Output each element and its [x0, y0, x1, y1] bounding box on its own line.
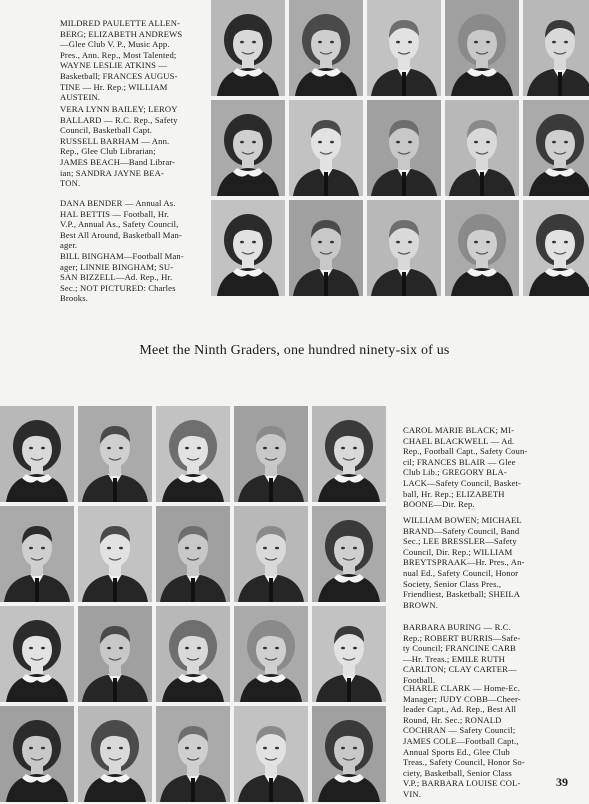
caption-line: TINE — Hr. Rep.; WILLIAM [60, 81, 168, 92]
student-portrait [523, 200, 589, 296]
student-portrait [78, 406, 152, 502]
caption-line: CHARLE CLARK — Home-Ec. [403, 683, 521, 693]
caption-line: MILDRED PAULETTE ALLEN- [60, 18, 181, 28]
student-portrait [78, 706, 152, 802]
caption-line: AUSTEIN. [60, 92, 101, 103]
student-portrait [0, 406, 74, 502]
student-portrait [234, 406, 308, 502]
caption-line: DANA BENDER — Annual As. [60, 198, 176, 208]
caption-line: V.P., Annual As., Safety Council, [60, 219, 179, 230]
student-portrait [211, 0, 285, 96]
caption-line: BALLARD — R.C. Rep., Safety [60, 114, 178, 125]
caption-line: VERA LYNN BAILEY; LEROY [60, 104, 178, 114]
caption-line: WAYNE LESLIE ATKINS — [60, 60, 168, 71]
caption-line: Annual Sports Ed., Glee Club [403, 746, 510, 757]
student-portrait [312, 406, 386, 502]
caption-line: BARBARA BURING — R.C. [403, 622, 511, 632]
student-portrait [445, 100, 519, 196]
caption-line: BROWN. [403, 599, 439, 610]
caption-line: CARLTON; CLAY CARTER— [403, 664, 517, 675]
caption-line: Friendliest, Basketball; SHEILA [403, 589, 521, 600]
caption-line: LACK—Safety Council, Basket- [403, 477, 522, 488]
caption-line: BERG; ELIZABETH ANDREWS [60, 28, 183, 39]
caption-line: JAMES BEACH—Band Librar- [60, 156, 176, 167]
caption-line: SAN BIZZELL—Ad. Rep., Hr. [60, 272, 173, 283]
caption-line: ball, Hr. Rep.; ELIZABETH [403, 488, 505, 499]
caption-line: Rep., Glee Club Librarian; [60, 146, 156, 157]
caption-line: Society, Senior Class Pres., [403, 578, 502, 589]
student-portrait [312, 506, 386, 602]
caption-line: Rep.; ROBERT BURRIS—Safe- [403, 632, 521, 643]
caption-line: BOONE—Dir. Rep. [403, 499, 475, 510]
student-portrait [289, 0, 363, 96]
student-portrait [156, 606, 230, 702]
caption-line: Football. [403, 674, 436, 685]
caption-line: Best All Around, Basketball Man- [60, 229, 182, 240]
caption-line: Brooks. [60, 293, 89, 304]
student-portrait [0, 606, 74, 702]
caption-line: VIN. [403, 788, 422, 799]
student-portrait [234, 706, 308, 802]
caption-line: cil; FRANCES BLAIR — Glee [403, 456, 516, 467]
caption-line: Manager; JUDY COBB—Cheer- [403, 693, 521, 704]
caption-block-allenberg [60, 18, 208, 103]
student-portrait [367, 100, 441, 196]
student-portrait [312, 606, 386, 702]
caption-line: RUSSELL BARHAM — Ann. [60, 135, 170, 146]
caption-line: Treas., Safety Council, Honor So- [403, 757, 525, 768]
student-portrait [234, 606, 308, 702]
student-portrait [78, 606, 152, 702]
caption-block-black [403, 425, 541, 510]
student-portrait [0, 706, 74, 802]
caption-line: BRAND—Safety Council, Band [403, 525, 520, 536]
caption-line: —Hr. Treas.; EMILE RUTH [403, 653, 506, 664]
student-portrait [211, 200, 285, 296]
caption-block-bowen [403, 515, 541, 610]
caption-line: JAMES COLE—Football Capt., [403, 735, 519, 746]
student-portrait [289, 200, 363, 296]
student-portrait [234, 506, 308, 602]
caption-line: ian; SANDRA JAYNE BEA- [60, 167, 164, 178]
student-portrait [156, 706, 230, 802]
caption-block-bender [60, 198, 208, 304]
caption-block-bailey [60, 104, 208, 189]
student-portrait [367, 200, 441, 296]
student-portrait [0, 506, 74, 602]
student-portrait [289, 100, 363, 196]
caption-line: nual Ed., Safety Council, Honor [403, 567, 519, 578]
caption-line: HAL BETTIS — Football, Hr. [60, 208, 170, 219]
caption-line: TON. [60, 178, 81, 189]
caption-line: COCHRAN — Safety Council; [403, 725, 516, 736]
caption-line: Council, Dir. Rep.; WILLIAM [403, 546, 513, 557]
caption-line: —Glee Club V. P., Music App. [60, 39, 170, 50]
caption-line: CAROL MARIE BLACK; MI- [403, 425, 515, 435]
caption-line: Club Lib.; GREGORY BLA- [403, 467, 507, 478]
caption-line: CHAEL BLACKWELL — Ad. [403, 435, 515, 446]
student-portrait [78, 506, 152, 602]
student-portrait [156, 506, 230, 602]
caption-line: Rep., Football Capt., Safety Coun- [403, 446, 528, 457]
caption-line: ty Council; FRANCINE CARB [403, 643, 516, 654]
caption-line: leader Capt., Ad. Rep., Best All [403, 704, 517, 715]
student-portrait [523, 0, 589, 96]
caption-line: Sec.; NOT PICTURED: Charles [60, 282, 176, 293]
caption-block-clark [403, 683, 541, 800]
student-portrait [312, 706, 386, 802]
caption-line: Round, Hr. Sec.; RONALD [403, 714, 502, 725]
caption-line: WILLIAM BOWEN; MICHAEL [403, 515, 522, 525]
caption-line: BILL BINGHAM—Football Man- [60, 250, 184, 261]
caption-line: V.P.; BARBARA LOUISE COL- [403, 778, 521, 789]
caption-line: Pres., Ann. Rep., Most Talented; [60, 49, 177, 60]
caption-line: BREYTSPRAAK—Hr. Pres., An- [403, 557, 525, 568]
caption-block-buring [403, 622, 541, 686]
student-portrait [367, 0, 441, 96]
caption-line: ciety, Basketball, Senior Class [403, 767, 512, 778]
caption-line: Sec.; LEE BRESSLER—Safety [403, 536, 517, 547]
page-number: 39 [556, 775, 568, 789]
student-portrait [211, 100, 285, 196]
caption-line: Basketball; FRANCES AUGUS- [60, 70, 178, 81]
student-portrait [445, 200, 519, 296]
student-portrait [445, 0, 519, 96]
student-portrait [523, 100, 589, 196]
caption-line: ager; LINNIE BINGHAM; SU- [60, 261, 174, 272]
student-portrait [156, 406, 230, 502]
caption-line: Council, Basketball Capt. [60, 125, 153, 136]
page-headline: Meet the Ninth Graders, one hundred ninety-six of us [139, 343, 450, 358]
caption-line: ager. [60, 240, 78, 251]
